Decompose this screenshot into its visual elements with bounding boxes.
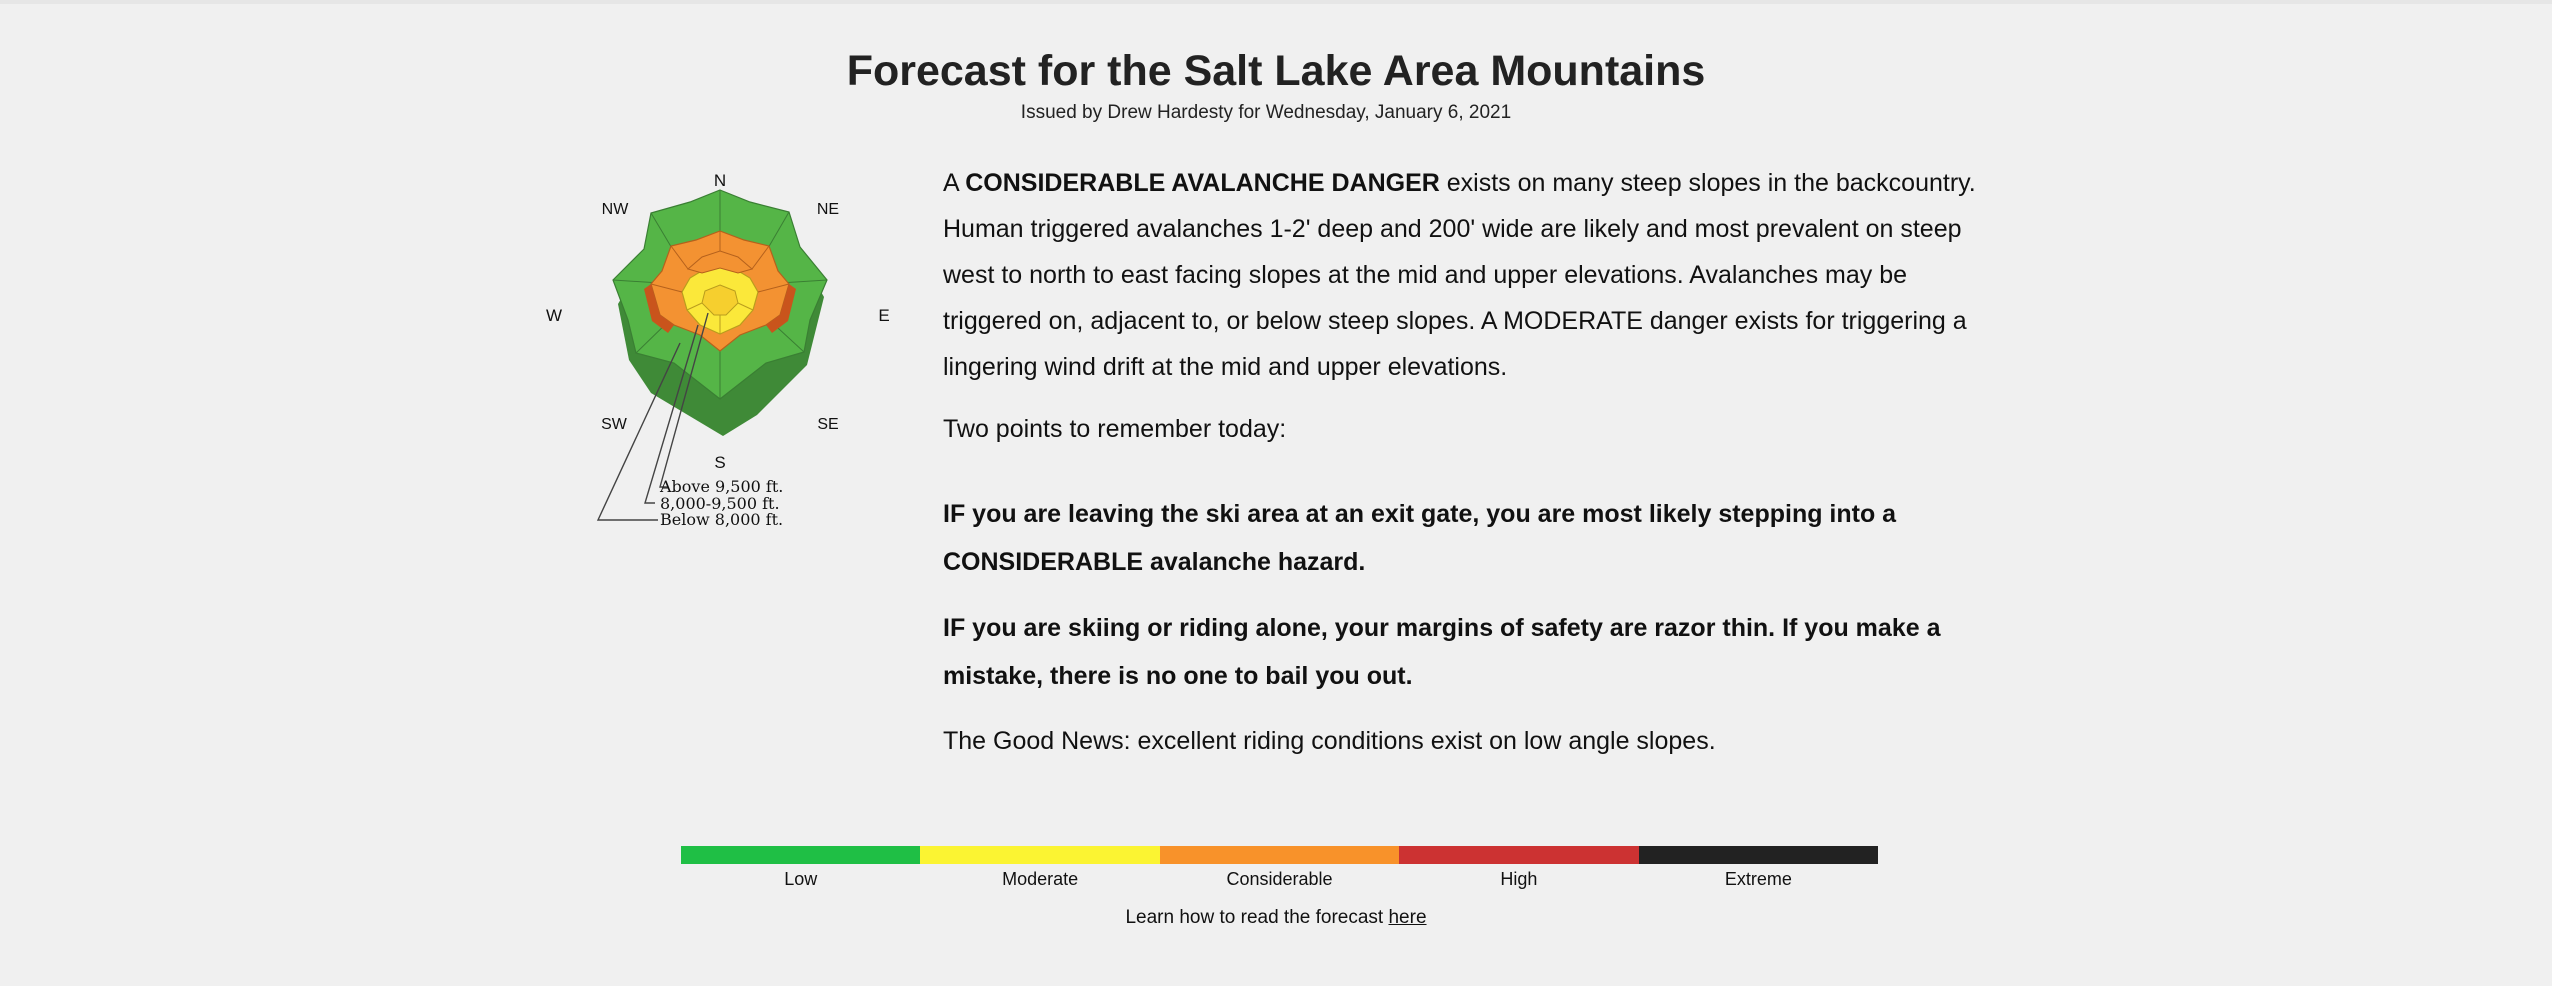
scale-label-high: High <box>1500 869 1538 889</box>
point-alone: IF you are skiing or riding alone, your margins of safety are razor thin. If you make a mistake, there is no one to bail you out. <box>943 614 1941 690</box>
page-title: Forecast for the Salt Lake Area Mountains <box>846 47 1706 95</box>
direction-label-n: N <box>713 171 727 190</box>
danger-summary-paragraph <box>943 160 2003 390</box>
danger-rose <box>540 165 900 540</box>
direction-label-w: W <box>545 306 563 325</box>
scale-label-considerable: Considerable <box>1226 869 1333 889</box>
scale-segment-high <box>1399 846 1638 864</box>
scale-segment-moderate <box>920 846 1159 864</box>
elevation-label-lower: Below 8,000 ft. <box>660 510 784 529</box>
points-intro: Two points to remember today: <box>943 415 1287 443</box>
learn-more-text: Learn how to read the forecast <box>1125 907 1389 928</box>
scale-label-low: Low <box>784 869 818 889</box>
scale-label-moderate: Moderate <box>1002 869 1079 889</box>
good-news: The Good News: excellent riding conditions exist on low angle slopes. <box>943 727 1716 755</box>
bottom-line-text <box>943 160 2003 764</box>
learn-more-line <box>0 907 2552 929</box>
forecast-header <box>0 44 2552 124</box>
scale-segment-considerable <box>1160 846 1399 864</box>
danger-scale <box>681 846 1878 890</box>
scale-label-extreme: Extreme <box>1724 869 1792 889</box>
elevation-label-upper: Above 9,500 ft. <box>660 477 784 496</box>
summary-lead: A <box>943 169 966 197</box>
top-border <box>0 0 2552 4</box>
direction-label-sw: SW <box>601 416 627 433</box>
scale-segment-extreme <box>1639 846 1878 864</box>
danger-scale-labels <box>681 869 1878 890</box>
elevation-label-mid: 8,000-9,500 ft. <box>660 494 780 513</box>
direction-label-nw: NW <box>601 201 629 218</box>
direction-label-ne: NE <box>816 201 840 218</box>
scale-segment-low <box>681 846 920 864</box>
point-exit-gate: IF you are leaving the ski area at an exit gate, you are most likely stepping into a CONSIDERABLE avalanche hazard. <box>943 500 1897 576</box>
learn-more-link[interactable]: here <box>1388 907 1427 928</box>
danger-scale-bar <box>681 846 1878 864</box>
issued-by-line: Issued by Drew Hardesty for Wednesday, January 6, 2021 <box>1020 102 1512 123</box>
summary-rest: exists on many steep slopes in the backcountry. Human triggered avalanches 1-2' deep and 200' wide are likely and most prevalent on steep west to north to east facing slopes at the mid and upper elevations. Avalanches may be triggered on, adjacent to, or below steep slopes. A MODERATE danger exists for triggering a lingering wind drift at the mid and upper elevations. <box>943 169 1976 381</box>
direction-label-s: S <box>714 453 726 472</box>
direction-label-se: SE <box>817 416 839 433</box>
danger-rose-graphic <box>540 165 900 540</box>
danger-level-emphasis: CONSIDERABLE AVALANCHE DANGER <box>965 169 1440 197</box>
direction-label-e: E <box>878 306 890 325</box>
